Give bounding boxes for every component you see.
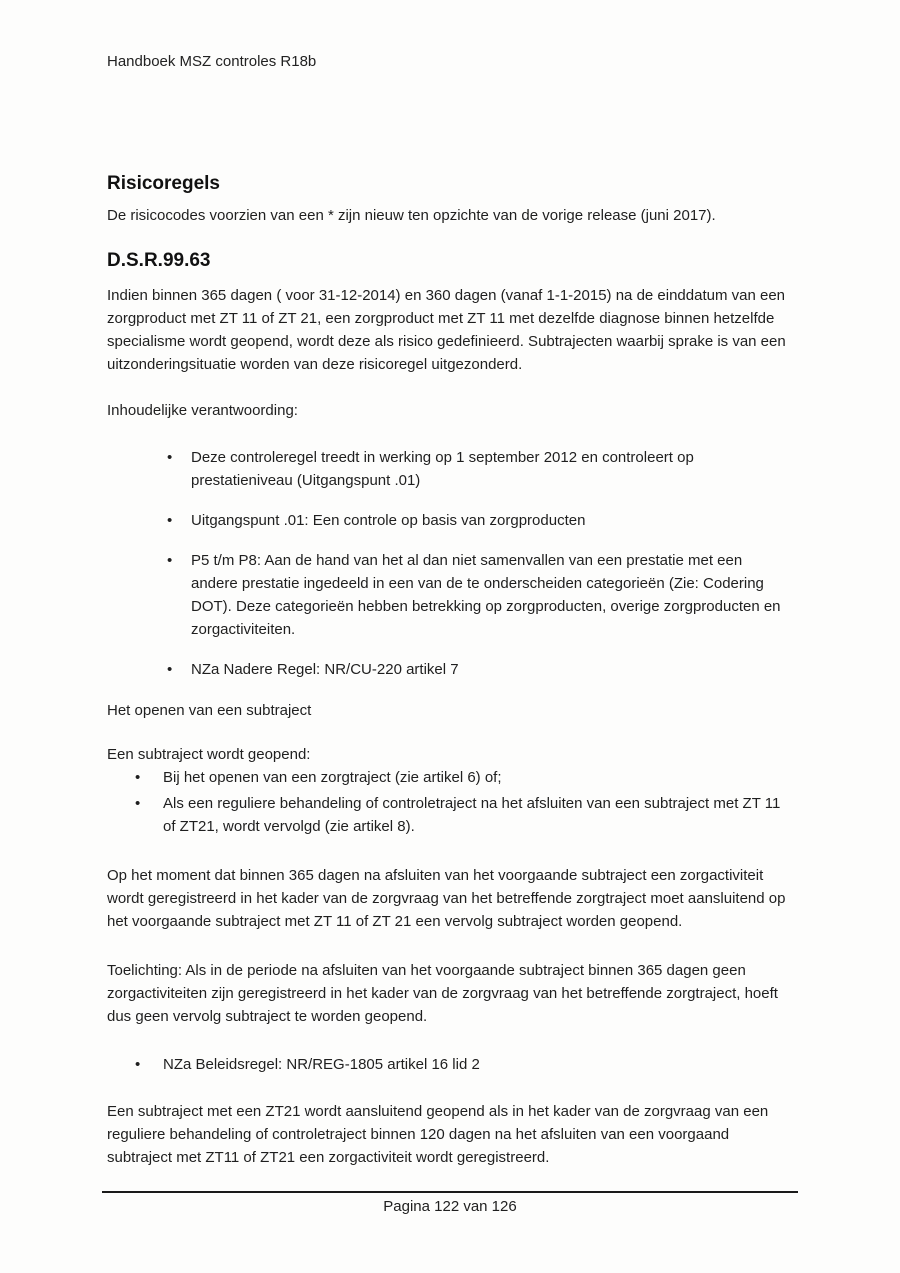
- bullet-icon: •: [167, 552, 173, 569]
- beleidsregel-list: [107, 1053, 793, 1076]
- verantwoording-label: Inhoudelijke verantwoording:: [107, 402, 298, 419]
- moment-paragraph: Op het moment dat binnen 365 dagen na afsluiten van het voorgaande subtraject een zorgactiviteit wordt geregistreerd in het kader van de zorgvraag van het betreffende zorgtraject moet aansluitend op het voorgaande subtraject met ZT 11 of ZT 21 een vervolg subtraject worden geopend.: [107, 867, 786, 930]
- list-item-text: Bij het openen van een zorgtraject (zie artikel 6) of;: [163, 769, 502, 786]
- bullet-icon: •: [167, 449, 173, 466]
- page-footer: [102, 1191, 798, 1217]
- subtraject-heading: Het openen van een subtraject: [107, 702, 312, 719]
- list-item-text: NZa Beleidsregel: NR/REG-1805 artikel 16 lid 2: [163, 1056, 480, 1073]
- list-item: [107, 766, 793, 789]
- document-header: Handboek MSZ controles R18b: [107, 53, 317, 70]
- rule-heading-dsr-99-63: D.S.R.99.63: [107, 250, 211, 271]
- risicoregels-intro-paragraph: De risicocodes voorzien van een * zijn nieuw ten opzichte van de vorige release (juni 2017).: [107, 207, 716, 224]
- bullet-icon: •: [167, 661, 173, 678]
- geopend-list: [107, 766, 793, 838]
- list-item: [107, 792, 793, 838]
- rule-definition-paragraph: Indien binnen 365 dagen ( voor 31-12-2014) en 360 dagen (vanaf 1-1-2015) na de einddatum van een zorgproduct met ZT 11 of ZT 21, een zorgproduct met ZT 11 met dezelfde diagnose binnen hetzelfde specialisme wordt geopend, wordt deze als risico gedefinieerd. Subtrajecten waarbij sprake is van een uitzonderingsituatie worden van deze risicoregel uitgezonderd.: [107, 287, 786, 373]
- list-item-text: Deze controleregel treedt in werking op 1 september 2012 en controleert op prestatieniveau (Uitgangspunt .01): [191, 449, 694, 489]
- list-item: [107, 549, 793, 641]
- page-number: Pagina 122 van 126: [383, 1198, 517, 1215]
- list-item-text: Als een reguliere behandeling of controletraject na het afsluiten van een subtraject met ZT 11 of ZT21, wordt vervolgd (zie artikel 8).: [163, 795, 781, 835]
- list-item-text: NZa Nadere Regel: NR/CU-220 artikel 7: [191, 661, 459, 678]
- section-heading-risicoregels: Risicoregels: [107, 173, 220, 194]
- list-item: [107, 509, 793, 532]
- list-item-text: P5 t/m P8: Aan de hand van het al dan niet samenvallen van een prestatie met een andere prestatie ingedeeld in een van de te onderscheiden categorieën (Zie: Codering DOT). Deze categorieën hebben betrekking op zorgproducten, overige zorgproducten en zorgactiviteiten.: [191, 552, 781, 638]
- bullet-icon: •: [167, 512, 173, 529]
- geopend-label: Een subtraject wordt geopend:: [107, 746, 311, 763]
- bullet-icon: •: [135, 769, 141, 786]
- list-item-text: Uitgangspunt .01: Een controle op basis van zorgproducten: [191, 512, 586, 529]
- list-item: [107, 658, 793, 681]
- verantwoording-list: [107, 446, 793, 681]
- list-item: [107, 1053, 793, 1076]
- list-item: [107, 446, 793, 492]
- toelichting-paragraph: Toelichting: Als in de periode na afsluiten van het voorgaande subtraject binnen 365 dagen geen zorgactiviteiten zijn geregistreerd in het kader van de zorgvraag van het betreffende zorgtraject, hoeft dus geen vervolg subtraject te worden geopend.: [107, 962, 778, 1025]
- bullet-icon: •: [135, 1056, 141, 1073]
- bullet-icon: •: [135, 795, 141, 812]
- closing-paragraph: Een subtraject met een ZT21 wordt aansluitend geopend als in het kader van de zorgvraag van een reguliere behandeling of controletraject binnen 120 dagen na het afsluiten van een voorgaand subtraject met ZT11 of ZT21 een zorgactiviteit wordt geregistreerd.: [107, 1103, 769, 1166]
